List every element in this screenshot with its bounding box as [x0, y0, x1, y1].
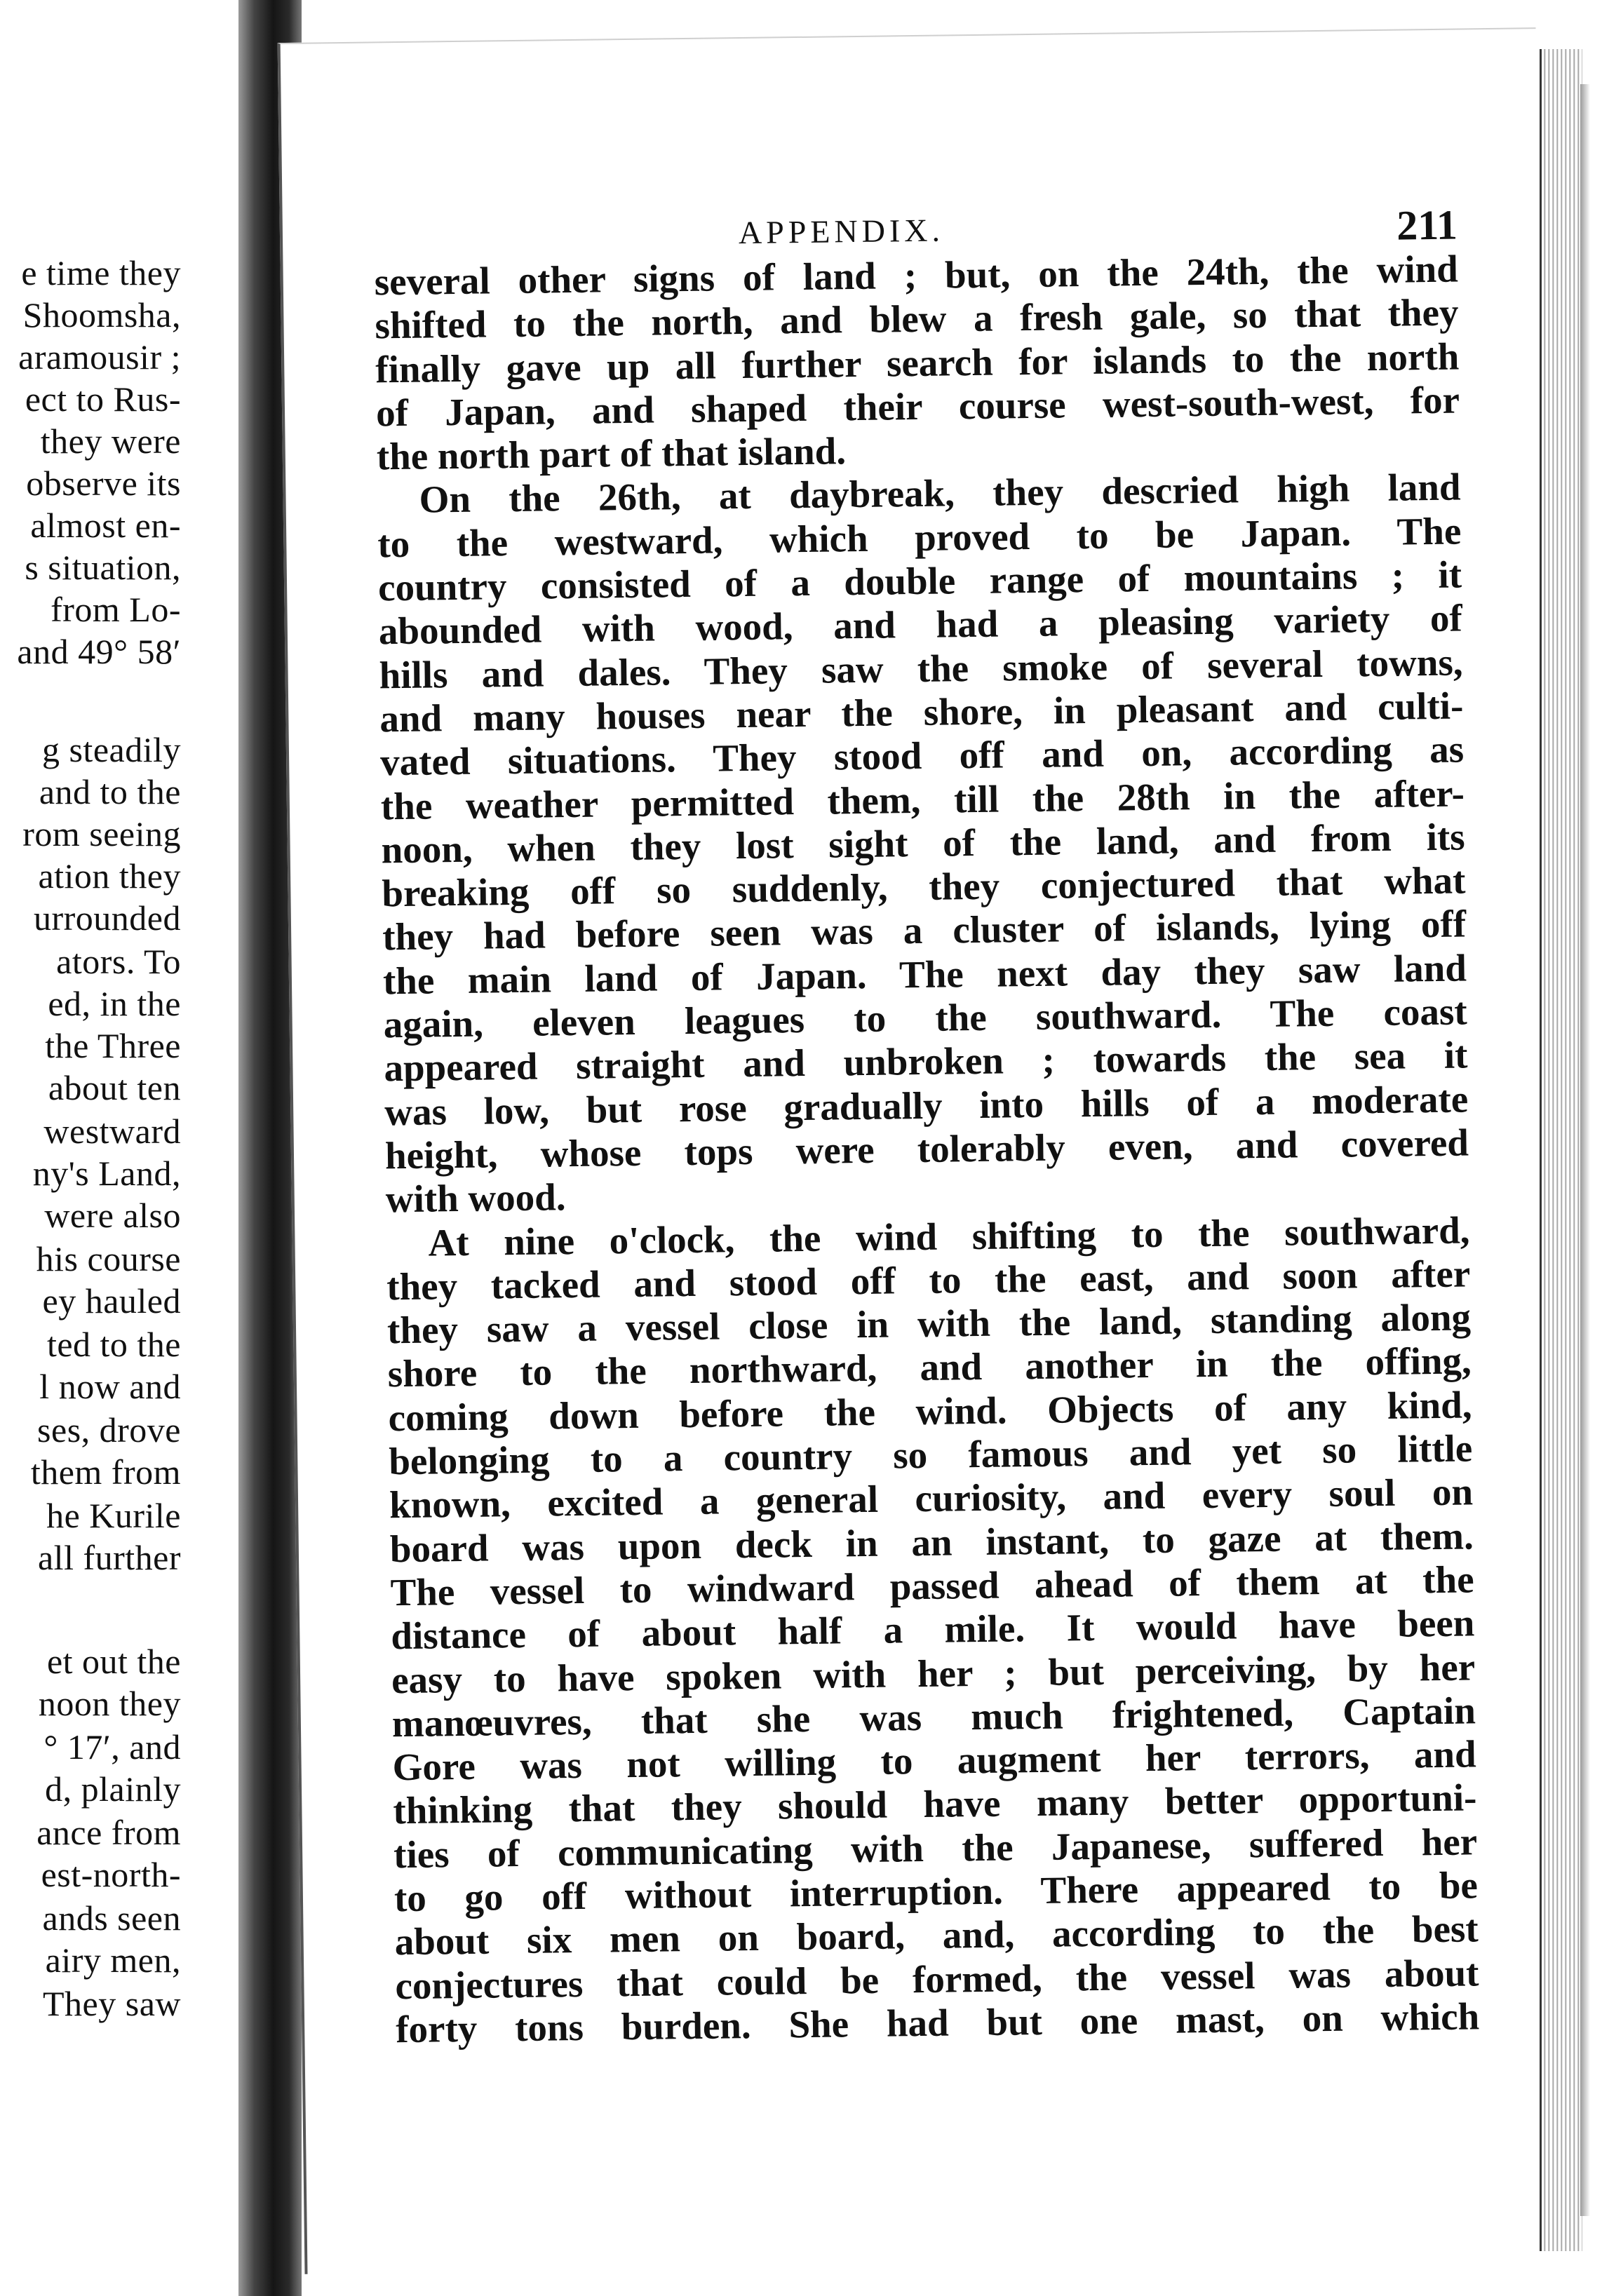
text-line: belonging to a country so famous and yet so little — [388, 1426, 1473, 1483]
left-page-line: from Lo- — [51, 590, 181, 629]
left-page-line: et out the — [46, 1642, 181, 1681]
text-line: to the westward, which proved to be Japan. The — [377, 509, 1462, 566]
text-line: the north part of that island. — [376, 429, 847, 478]
left-page-line: rom seeing — [22, 814, 181, 853]
left-page-line: est-north- — [41, 1855, 181, 1894]
text-line: coming down before the wind. Objects of any kind, — [388, 1383, 1472, 1440]
page-edges — [1540, 49, 1582, 2251]
right-page — [278, 27, 1563, 2274]
left-page-line: urrounded — [34, 898, 181, 938]
page-body-text — [374, 248, 1479, 2052]
text-line: ties of communicating with the Japanese, suffered her — [393, 1820, 1478, 1876]
text-line: they had before seen was a cluster of islands, lying off — [382, 902, 1467, 959]
running-head: APPENDIX. — [738, 212, 945, 251]
left-page-line: ation they — [38, 856, 181, 896]
left-page-line: his course — [36, 1239, 181, 1278]
left-page-line: Shoomsha, — [22, 295, 181, 335]
left-page-line: d, plainly — [45, 1769, 181, 1809]
text-line: forty tons burden. She had but one mast, on which — [395, 1994, 1480, 2051]
text-line: with wood. — [385, 1175, 566, 1221]
left-page-line: and 49° 58′ — [17, 632, 181, 671]
text-line: thinking that they should have many better opportuni- — [393, 1776, 1477, 1832]
page-edge-shadow — [1580, 84, 1590, 2216]
text-line: of Japan, and shaped their course west-south-west, for — [375, 378, 1460, 435]
left-page-line: ators. To — [56, 942, 181, 981]
left-page-line: g steadily — [41, 730, 181, 769]
left-page-line: westward — [43, 1112, 181, 1151]
text-line: again, eleven leagues to the southward. The coast — [383, 990, 1467, 1046]
left-page-line: almost en- — [30, 506, 181, 545]
text-line: At nine o'clock, the wind shifting to the southward, — [428, 1208, 1470, 1264]
text-line: shifted to the north, and blew a fresh gale, so that they — [375, 290, 1459, 347]
text-line: the weather permitted them, till the 28th in the after- — [380, 771, 1465, 828]
left-page-line: they were — [40, 421, 181, 461]
text-line: was low, but rose gradually into hills of a moderate — [384, 1077, 1469, 1133]
left-page-line: e time they — [21, 253, 181, 292]
text-line: to go off without interruption. There appeared to be — [393, 1863, 1479, 1920]
page-number: 211 — [1396, 201, 1458, 249]
left-page-line: he Kurile — [46, 1496, 181, 1535]
left-page-line: ance from — [36, 1813, 181, 1852]
text-line: distance of about half a mile. It would have been — [391, 1601, 1475, 1658]
text-line: finally gave up all further search for islands to the north — [375, 335, 1460, 391]
text-line: manœuvres, that she was much frightened, Captain — [391, 1689, 1476, 1745]
text-line: shore to the northward, and another in the offing, — [387, 1339, 1472, 1396]
text-line: The vessel to windward passed ahead of them at the — [390, 1558, 1474, 1614]
left-page-line: ey hauled — [42, 1281, 181, 1321]
text-line: they saw a vessel close in with the land, standing along — [386, 1295, 1472, 1352]
text-line: abounded with wood, and had a pleasing variety of — [378, 596, 1463, 653]
text-line: known, excited a general curiosity, and every soul on — [389, 1470, 1474, 1527]
left-page-line: and to the — [39, 772, 181, 811]
text-line: height, whose tops were tolerably even, and covered — [384, 1121, 1469, 1177]
left-page-line: ect to Rus- — [25, 379, 181, 419]
text-line: board was upon deck in an instant, to gaze at them. — [389, 1514, 1474, 1570]
text-line: hills and dales. They saw the smoke of several towns, — [379, 640, 1463, 697]
left-page-line: the Three — [45, 1026, 181, 1065]
text-line: vated situations. They stood off and on, according as — [379, 727, 1465, 784]
text-line: On the 26th, at daybreak, they descried high land — [419, 466, 1461, 522]
left-page-line: They saw — [43, 1984, 181, 2023]
left-page-line: ed, in the — [48, 984, 181, 1023]
text-line: breaking off so suddenly, they conjectured that what — [382, 858, 1466, 915]
left-page-line: airy men, — [45, 1940, 181, 1980]
left-page-line: ses, drove — [37, 1410, 181, 1450]
left-page-line: noon they — [38, 1684, 181, 1723]
left-page-line: about ten — [48, 1068, 181, 1107]
left-page-line: s situation, — [25, 548, 181, 587]
text-line: conjectures that could be formed, the vessel was about — [395, 1950, 1479, 2007]
left-page-line: observe its — [26, 464, 181, 503]
left-page-line: l now and — [39, 1367, 181, 1406]
left-page-line: ands seen — [42, 1898, 181, 1938]
left-page-line: ny's Land, — [32, 1154, 181, 1193]
text-line: easy to have spoken with her ; but perceiving, by her — [391, 1645, 1476, 1701]
text-line: they tacked and stood off to the east, and soon after — [386, 1252, 1471, 1309]
left-page-line: all further — [37, 1538, 181, 1577]
left-facing-page — [0, 0, 238, 2296]
text-line: and many houses near the shore, in pleasant and culti- — [379, 684, 1464, 741]
left-page-line: them from — [30, 1452, 181, 1492]
left-page-line: ° 17′, and — [43, 1727, 181, 1767]
left-page-line: aramousir ; — [18, 337, 181, 377]
text-line: country consisted of a double range of mountains ; it — [377, 553, 1462, 609]
text-line: the main land of Japan. The next day they saw land — [382, 946, 1467, 1003]
text-line: about six men on board, and, according to the best — [394, 1907, 1479, 1964]
text-line: appeared straight and unbroken ; towards the sea it — [384, 1033, 1468, 1090]
left-page-line: ted to the — [46, 1325, 181, 1364]
text-line: noon, when they lost sight of the land, and from its — [381, 815, 1465, 872]
text-line: Gore was not willing to augment her terrors, and — [392, 1732, 1476, 1789]
text-line: several other signs of land ; but, on the 24th, the wind — [374, 247, 1459, 304]
left-page-line: were also — [44, 1196, 181, 1235]
